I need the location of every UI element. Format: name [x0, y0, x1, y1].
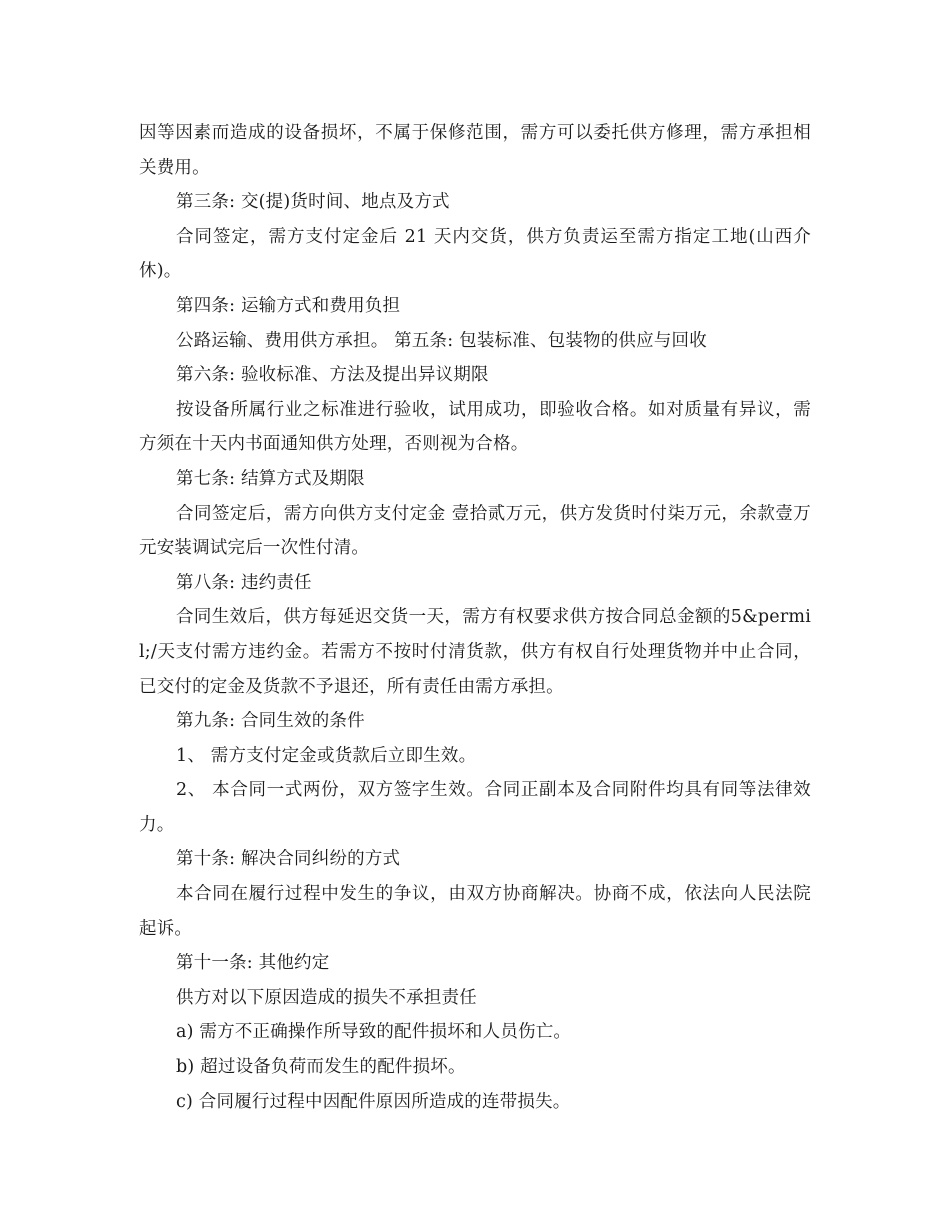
- list-item: b) 超过设备负荷而发生的配件损坏。: [176, 1057, 466, 1078]
- clause-heading-7: 第七条: 结算方式及期限: [176, 468, 365, 489]
- document-body: [139, 116, 811, 1119]
- list-item: c) 合同履行过程中因配件原因所造成的连带损失。: [176, 1091, 571, 1112]
- clause-heading-3: 第三条: 交(提)货时间、地点及方式: [176, 192, 450, 213]
- clause-heading-11: 第十一条: 其他约定: [176, 953, 330, 974]
- clause-heading-8: 第八条: 违约责任: [176, 572, 312, 593]
- list-item: a) 需方不正确操作所导致的配件损坏和人员伤亡。: [176, 1022, 572, 1043]
- list-item: 2、 本合同一式两份，双方签字生效。合同正副本及合同附件均具有同等法律效力。: [139, 780, 811, 835]
- clause-heading-9: 第九条: 合同生效的条件: [176, 711, 365, 732]
- paragraph: 供方对以下原因造成的损失不承担责任: [176, 987, 477, 1008]
- clause-heading-6: 第六条: 验收标准、方法及提出异议期限: [176, 365, 489, 386]
- paragraph: 合同生效后，供方每延迟交货一天，需方有权要求供方按合同总金额的5&permil;/天支付需方违约金。若需方不按时付清货款，供方有权自行处理货物并中止合同，已交付的定金及货款不予退还，所有责任由需方承担。: [139, 607, 811, 697]
- clause-heading-4: 第四条: 运输方式和费用负担: [176, 295, 401, 316]
- paragraph: 合同签定，需方支付定金后 21 天内交货，供方负责运至需方指定工地(山西介休)。: [139, 226, 811, 282]
- paragraph: 因等因素而造成的设备损坏，不属于保修范围，需方可以委托供方修理，需方承担相关费用。: [139, 123, 811, 178]
- paragraph: 公路运输、费用供方承担。 第五条: 包装标准、包装物的供应与回收: [176, 330, 707, 351]
- paragraph: 按设备所属行业之标准进行验收，试用成功，即验收合格。如对质量有异议，需方须在十天内书面通知供方处理，否则视为合格。: [139, 399, 811, 455]
- list-item: 1、 需方支付定金或货款后立即生效。: [176, 745, 477, 766]
- paragraph: 合同签定后，需方向供方支付定金 壹拾贰万元，供方发货时付柒万元，余款壹万 元安装调试完后一次性付清。: [139, 503, 811, 559]
- clause-heading-10: 第十条: 解决合同纠纷的方式: [176, 849, 401, 870]
- paragraph: 本合同在履行过程中发生的争议，由双方协商解决。协商不成，依法向人民法院起诉。: [139, 884, 811, 939]
